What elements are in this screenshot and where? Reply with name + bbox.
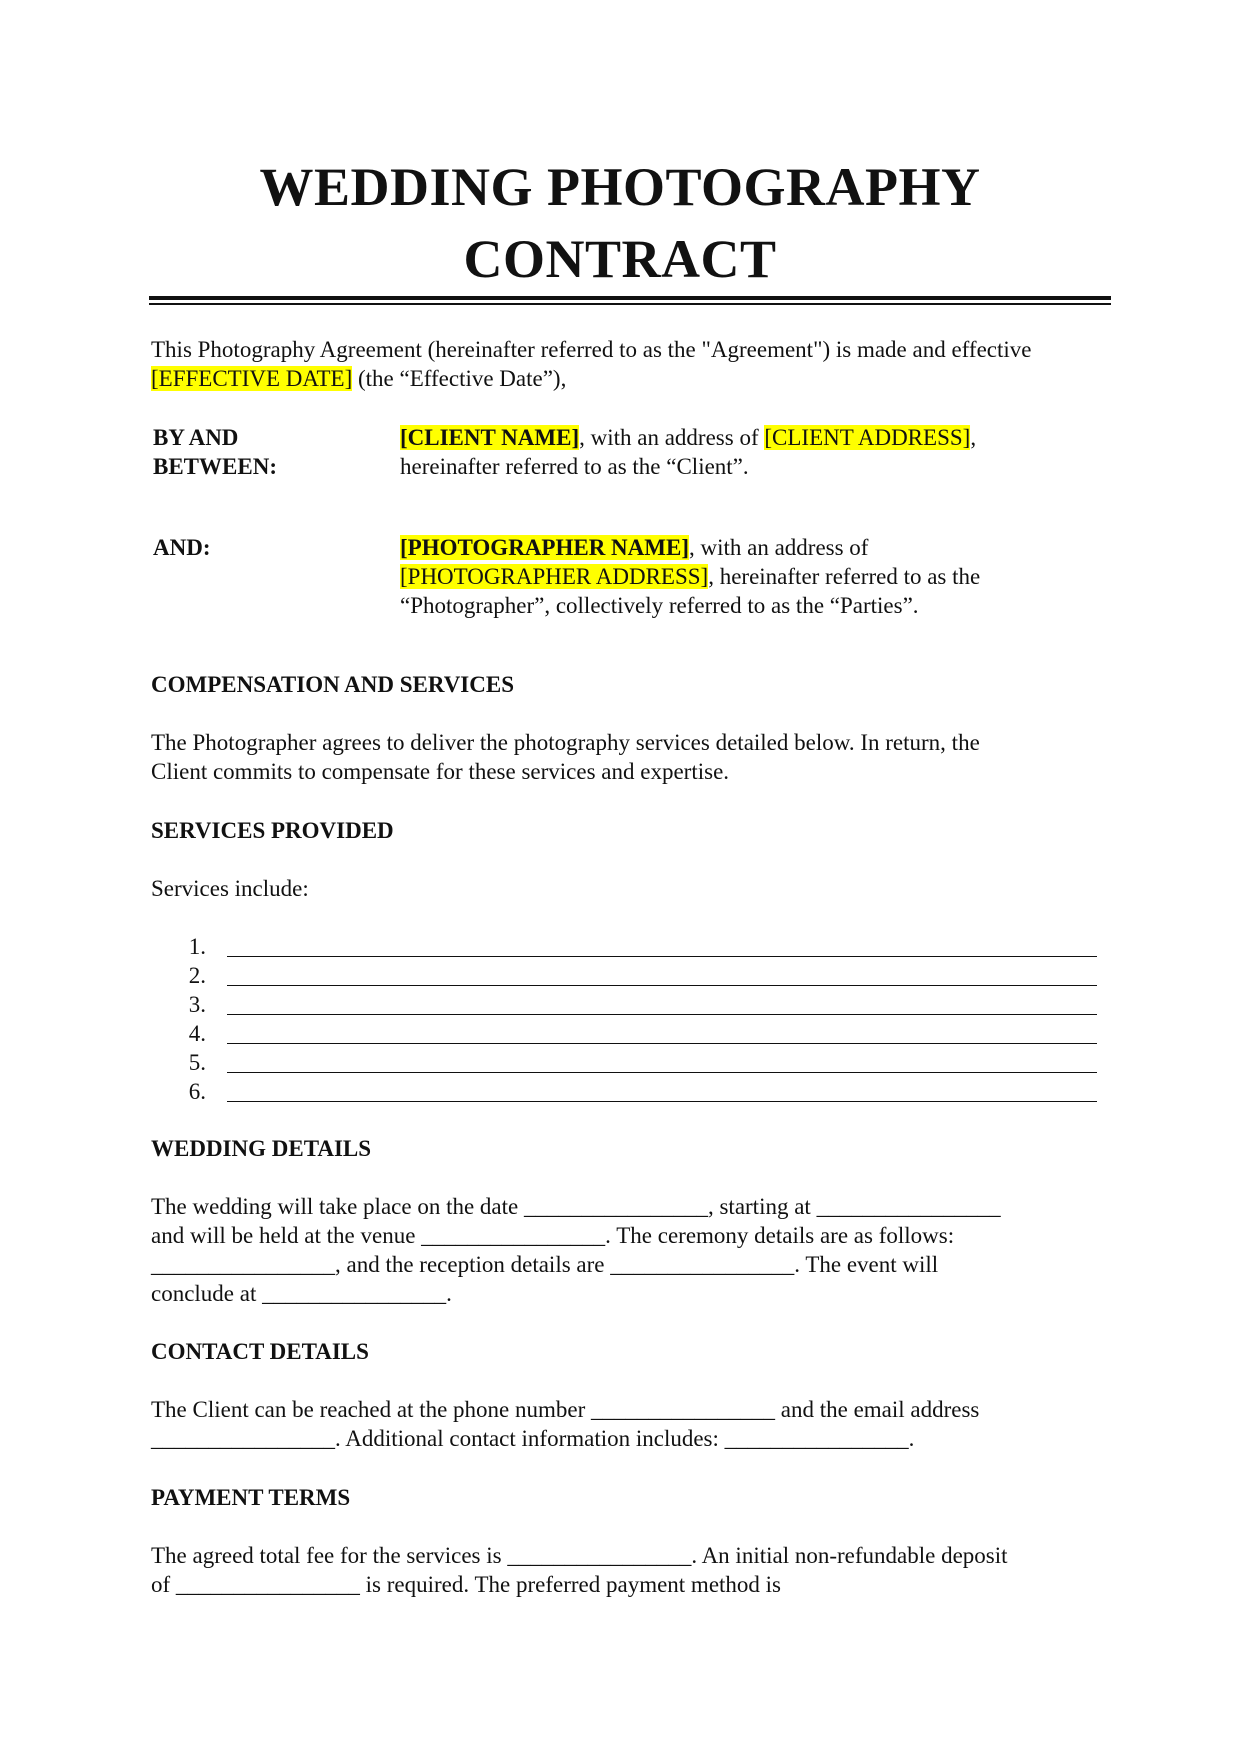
service-item-number: 5. xyxy=(188,1050,206,1075)
service-item-blank-line[interactable] xyxy=(227,1014,1097,1015)
compensation-line-2: Client commits to compensate for these services and expertise. xyxy=(151,759,730,784)
wedding-line-2: and will be held at the venue ________________. The ceremony details are as follows: xyxy=(151,1223,955,1248)
and-label: AND: xyxy=(153,535,211,560)
contact-heading: CONTACT DETAILS xyxy=(151,1339,369,1364)
intro-text-before: This Photography Agreement (hereinafter referred to as the "Agreement") is made and effective xyxy=(151,337,1032,362)
photographer-line-3: “Photographer”, collectively referred to as the “Parties”. xyxy=(400,593,919,618)
wedding-line-1: The wedding will take place on the date ________________, starting at ________________ xyxy=(151,1194,1001,1219)
compensation-line-1: The Photographer agrees to deliver the photography services detailed below. In return, the xyxy=(151,730,980,755)
intro-text-after: (the “Effective Date”), xyxy=(352,366,567,391)
client-party-block xyxy=(400,423,1100,481)
wedding-paragraph xyxy=(151,1192,1111,1308)
service-item-number: 3. xyxy=(188,992,206,1017)
document-title-line-1: WEDDING PHOTOGRAPHY xyxy=(259,157,981,217)
service-item-number: 2. xyxy=(188,963,206,988)
service-item-number: 4. xyxy=(188,1021,206,1046)
payment-paragraph xyxy=(151,1541,1111,1599)
contact-line-2: ________________. Additional contact information includes: ________________. xyxy=(151,1426,915,1451)
wedding-line-3: ________________, and the reception details are ________________. The event will xyxy=(151,1252,939,1277)
services-heading: SERVICES PROVIDED xyxy=(151,818,394,843)
compensation-heading: COMPENSATION AND SERVICES xyxy=(151,672,514,697)
client-line-2: hereinafter referred to as the “Client”. xyxy=(400,454,749,479)
contact-paragraph xyxy=(151,1395,1111,1453)
title-divider-thin xyxy=(149,303,1111,305)
wedding-line-4: conclude at ________________. xyxy=(151,1281,452,1306)
photographer-tail-text: , hereinafter referred to as the xyxy=(708,564,981,589)
service-item-blank-line[interactable] xyxy=(227,985,1097,986)
contact-line-1: The Client can be reached at the phone number ________________ and the email address xyxy=(151,1397,980,1422)
client-name-placeholder: [CLIENT NAME] xyxy=(400,425,580,450)
service-item-blank-line[interactable] xyxy=(227,1043,1097,1044)
document-title-line-2: CONTRACT xyxy=(463,229,777,289)
service-item-number: 1. xyxy=(188,934,206,959)
photographer-party-block xyxy=(400,533,1100,620)
photographer-address-placeholder: [PHOTOGRAPHER ADDRESS] xyxy=(400,564,709,589)
intro-paragraph xyxy=(151,335,1051,393)
payment-line-2: of ________________ is required. The preferred payment method is xyxy=(151,1572,782,1597)
title-divider-thick xyxy=(149,296,1111,300)
service-item-blank-line[interactable] xyxy=(227,1072,1097,1073)
client-mid-text: , with an address of xyxy=(579,425,765,450)
wedding-heading: WEDDING DETAILS xyxy=(151,1136,372,1161)
photographer-name-placeholder: [PHOTOGRAPHER NAME] xyxy=(400,535,689,560)
photographer-mid-text: , with an address of xyxy=(688,535,869,560)
payment-heading: PAYMENT TERMS xyxy=(151,1485,351,1510)
payment-line-1: The agreed total fee for the services is ________________. An initial non-refundable deposit xyxy=(151,1543,1008,1568)
effective-date-placeholder: [EFFECTIVE DATE] xyxy=(151,366,353,391)
by-and-between-label xyxy=(153,423,277,481)
client-tail-text: , xyxy=(970,425,977,450)
client-address-placeholder: [CLIENT ADDRESS] xyxy=(764,425,971,450)
service-item-blank-line[interactable] xyxy=(227,956,1097,957)
service-item-number: 6. xyxy=(188,1079,206,1104)
service-item-blank-line[interactable] xyxy=(227,1101,1097,1102)
compensation-paragraph xyxy=(151,728,1111,786)
by-label-line-1: BY AND xyxy=(153,425,239,450)
services-intro: Services include: xyxy=(151,876,309,901)
by-label-line-2: BETWEEN: xyxy=(153,454,277,479)
